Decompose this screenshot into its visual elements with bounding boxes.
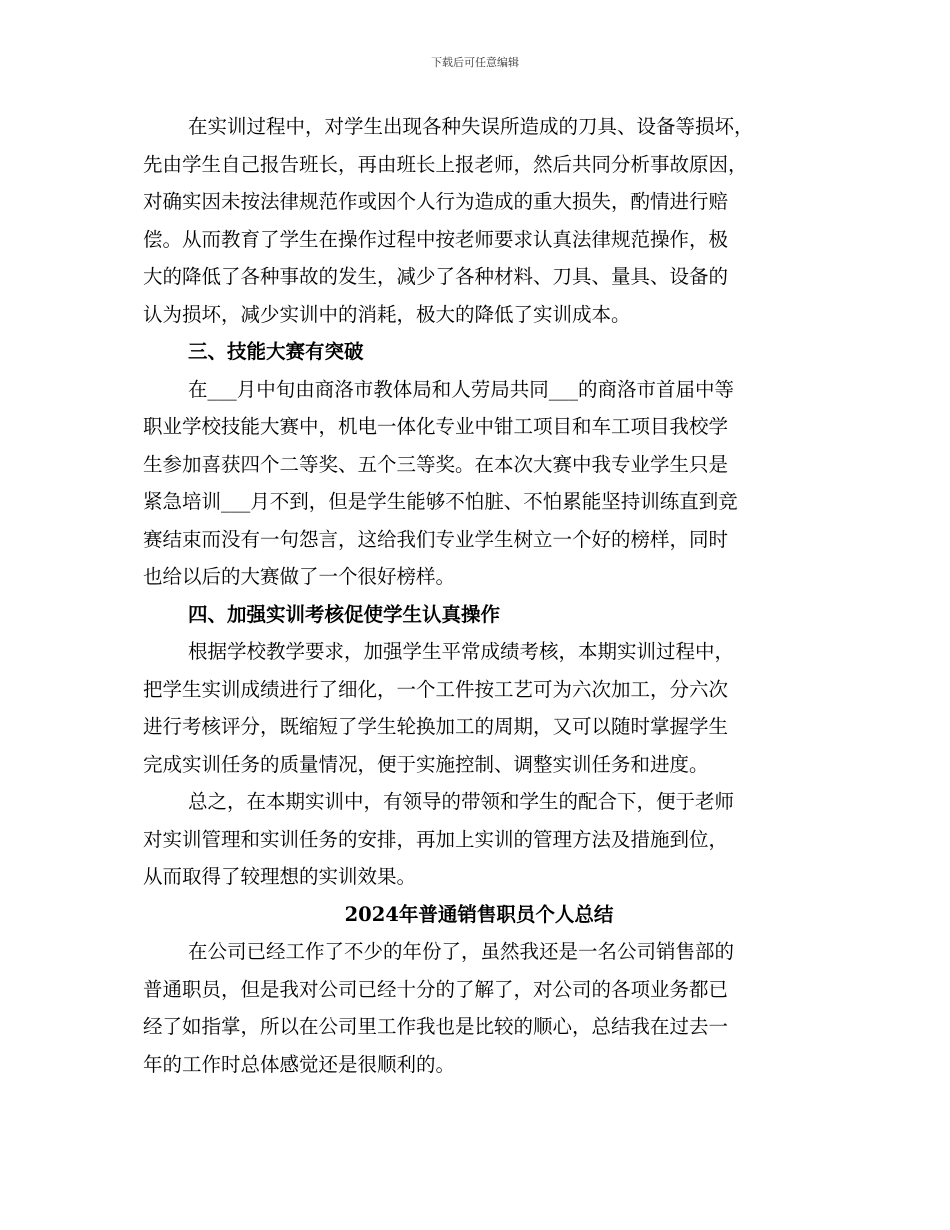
paragraph-line: 从而取得了较理想的实训效果。 bbox=[143, 865, 417, 888]
paragraph-line: 年的工作时总体感觉还是很顺利的。 bbox=[143, 1052, 456, 1076]
paragraph-line: 先由学生自己报告班长，再由班长上报老师，然后共同分析事故原因， bbox=[143, 152, 748, 176]
paragraph-line: 对实训管理和实训任务的安排，再加上实训的管理方法及措施到位， bbox=[143, 827, 729, 851]
section-heading: 三、技能大赛有突破 bbox=[188, 340, 364, 363]
paragraph-line: 赛结束而没有一句怨言，这给我们专业学生树立一个好的榜样，同时 bbox=[143, 527, 729, 551]
paragraph-line: 在___月中旬由商洛市教体局和人劳局共同___的商洛市首届中等 bbox=[188, 377, 735, 401]
paragraph-line: 在公司已经工作了不少的年份了，虽然我还是一名公司销售部的 bbox=[188, 940, 735, 963]
paragraph-line: 把学生实训成绩进行了细化，一个工件按工艺可为六次加工，分六次 bbox=[143, 677, 729, 701]
paragraph-line: 经了如指掌，所以在公司里工作我也是比较的顺心，总结我在过去一 bbox=[143, 1015, 729, 1038]
paragraph-line: 紧急培训___月不到，但是学生能够不怕脏、不怕累能坚持训练直到竞 bbox=[143, 490, 738, 513]
document-title: 2024年普通销售职员个人总结 bbox=[344, 902, 614, 926]
paragraph-line: 完成实训任务的质量情况，便于实施控制、调整实训任务和进度。 bbox=[143, 752, 709, 776]
paragraph-line: 生参加喜获四个二等奖、五个三等奖。在本次大赛中我专业学生只是 bbox=[143, 452, 729, 476]
paragraph-line: 认为损坏，减少实训中的消耗，极大的降低了实训成本。 bbox=[143, 302, 631, 326]
paragraph-line: 普通职员，但是我对公司已经十分的了解了，对公司的各项业务都已 bbox=[143, 977, 729, 1001]
page-header: 下载后可任意编辑 bbox=[431, 56, 519, 69]
paragraph-line: 偿。从而教育了学生在操作过程中按老师要求认真法律规范操作，极 bbox=[143, 227, 729, 251]
paragraph-line: 在实训过程中，对学生出现各种失误所造成的刀具、设备等损坏， bbox=[188, 115, 754, 138]
paragraph-line: 对确实因未按法律规范作或因个人行为造成的重大损失，酌情进行赔 bbox=[143, 190, 729, 213]
paragraph-line: 根据学校教学要求，加强学生平常成绩考核，本期实训过程中， bbox=[188, 640, 735, 663]
document-body bbox=[143, 108, 819, 1083]
paragraph-line: 大的降低了各种事故的发生，减少了各种材料、刀具、量具、设备的 bbox=[143, 265, 729, 288]
paragraph-line: 总之，在本期实训中，有领导的带领和学生的配合下，便于老师 bbox=[188, 790, 735, 813]
paragraph-line: 进行考核评分，既缩短了学生轮换加工的周期，又可以随时掌握学生 bbox=[143, 715, 729, 738]
paragraph-line: 职业学校技能大赛中，机电一体化专业中钳工项目和车工项目我校学 bbox=[143, 415, 729, 438]
paragraph-line: 也给以后的大赛做了一个很好榜样。 bbox=[143, 565, 456, 588]
section-heading: 四、加强实训考核促使学生认真操作 bbox=[188, 602, 501, 626]
